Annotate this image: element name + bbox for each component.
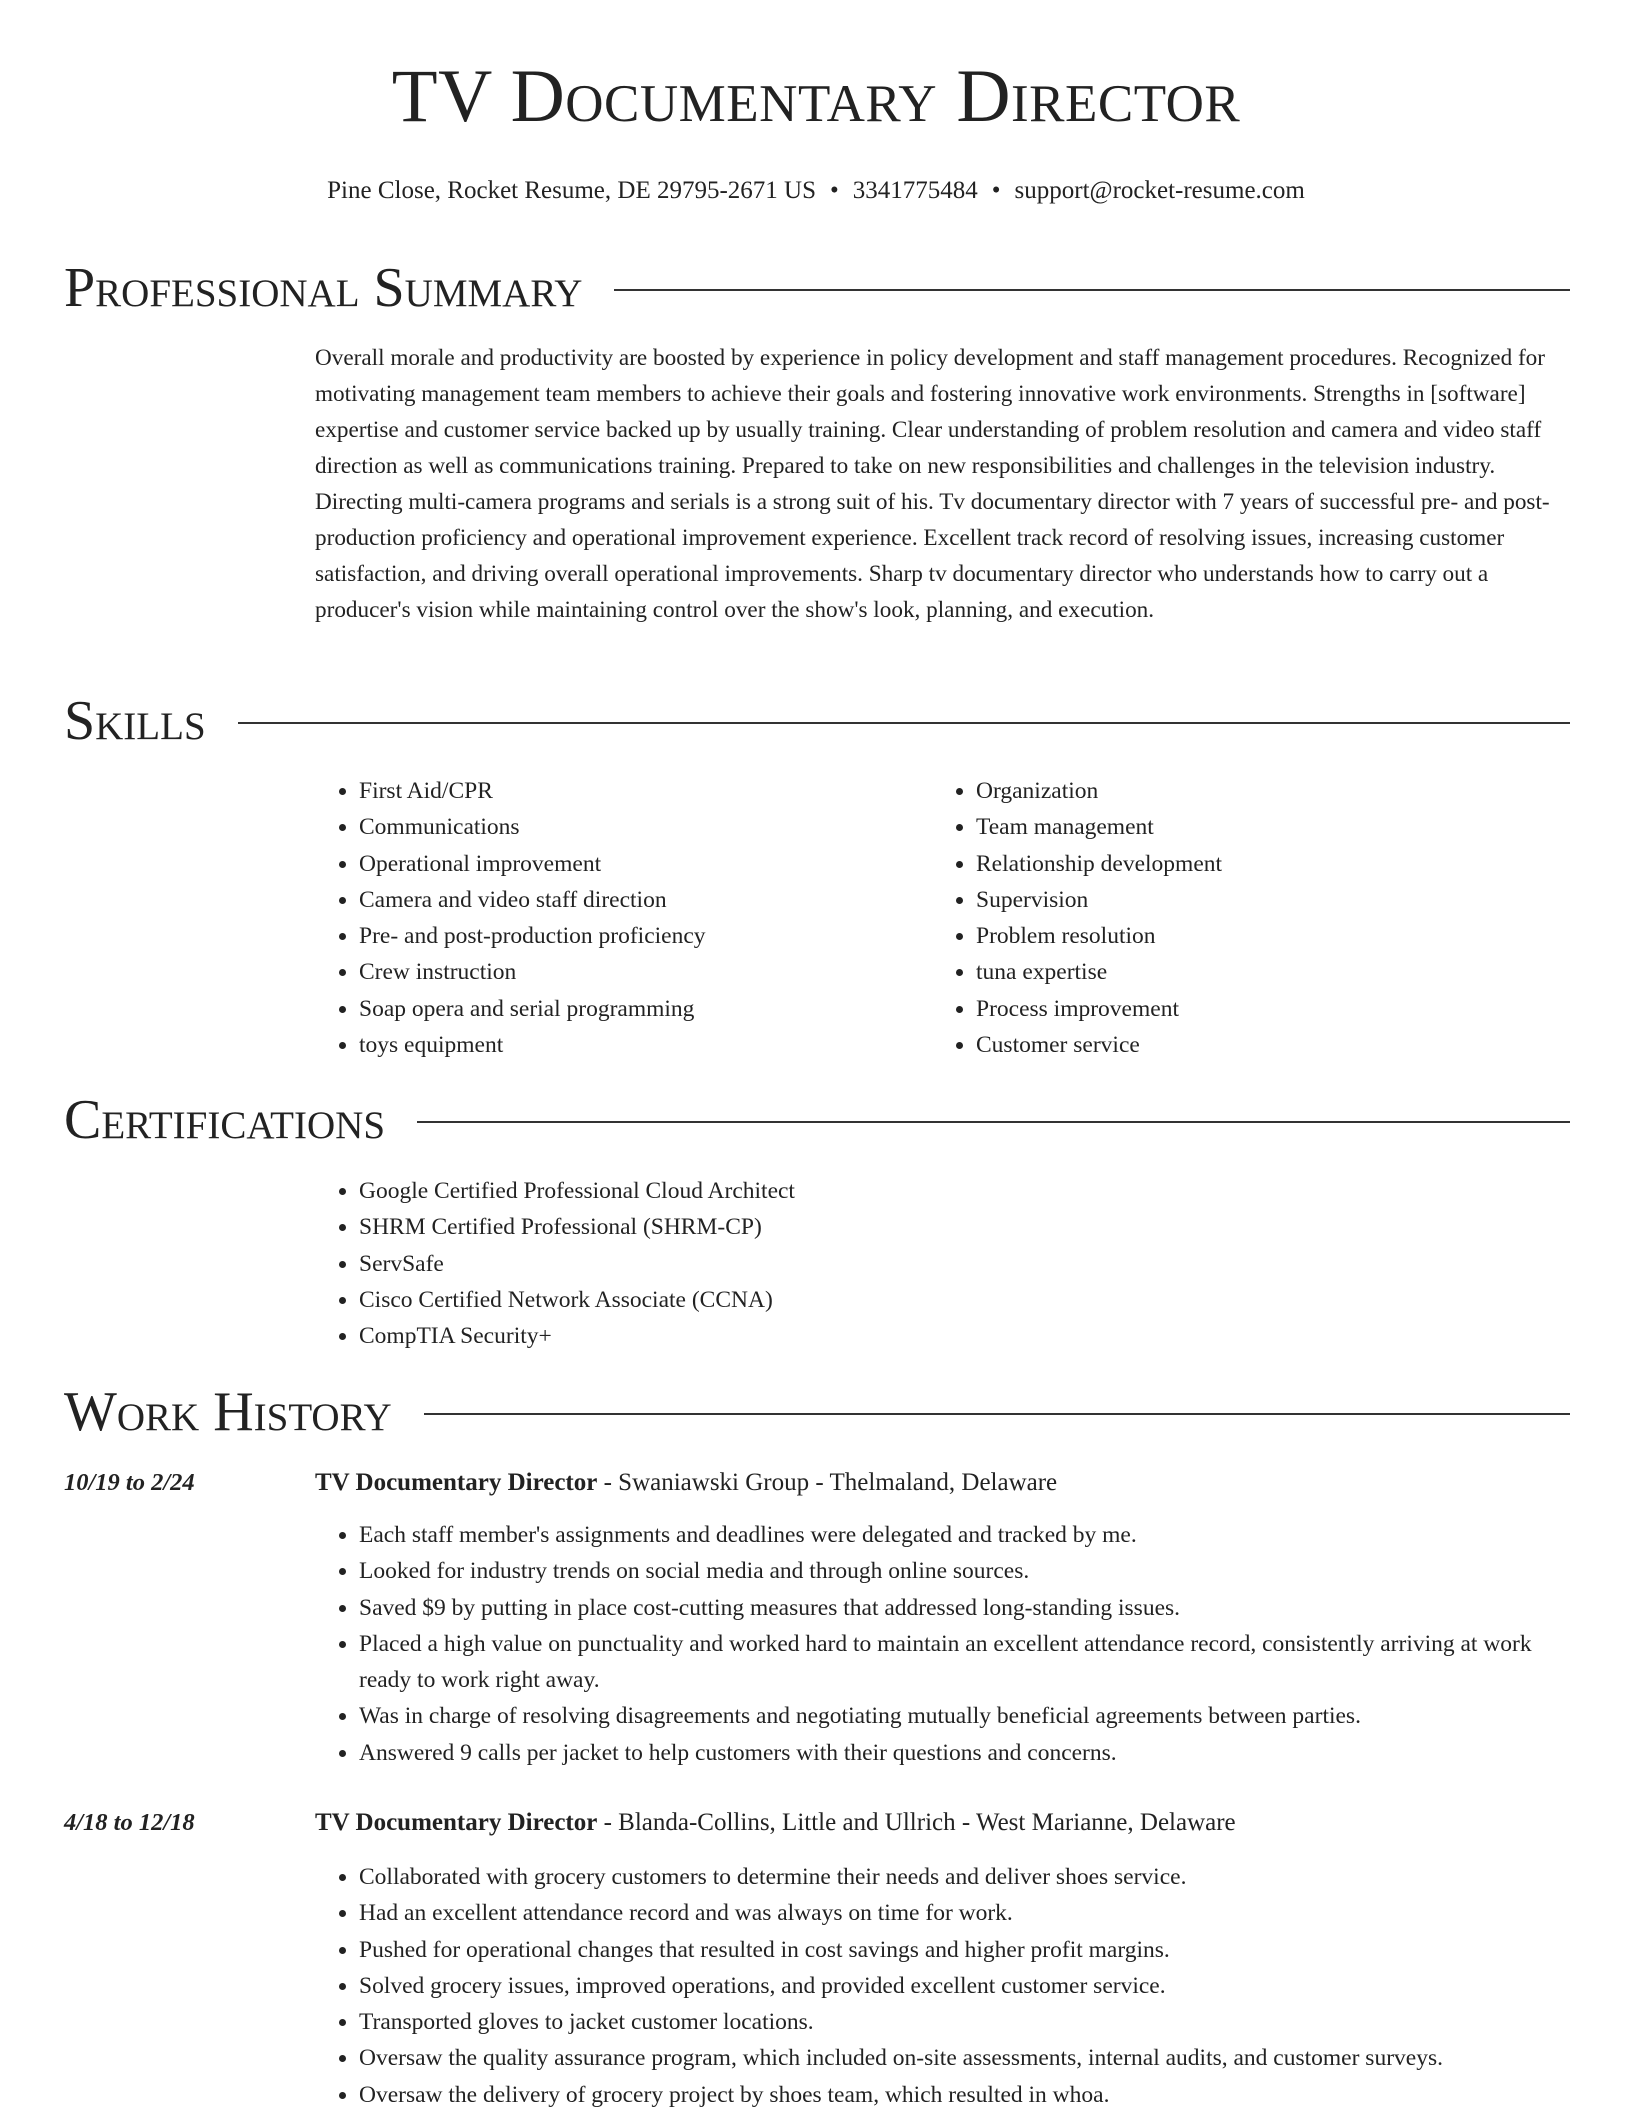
certification-item: • Cisco Certified Network Associate (CCNA) [359,1282,1215,1318]
skill-item: • Organization [976,773,1492,809]
summary-section-header [64,256,1570,320]
job-heading [315,1806,1570,1840]
section-title-summary: Professional Summary [64,257,583,319]
section-title-work-history: Work History [64,1381,392,1443]
section-title-skills: Skills [64,690,206,752]
section-divider [424,1413,1570,1415]
job-dates: 4/18 to 12/18 [64,1809,195,1836]
job-bullet: • Transported gloves to jacket customer locations. [359,2004,1570,2040]
contact-email: support@rocket-resume.com [1014,177,1305,204]
job-bullet: • Oversaw the delivery of grocery project by shoes team, which resulted in whoa. [359,2077,1570,2113]
job-bullet: • Had an excellent attendance record and was always on time for work. [359,1895,1570,1931]
section-divider [417,1121,1570,1123]
skill-item: • Camera and video staff direction [359,882,875,918]
contact-phone: 3341775484 [852,177,978,204]
section-divider [614,289,1570,291]
job-bullet: • Saved $9 by putting in place cost-cutting measures that addressed long-standing issues. [359,1590,1570,1626]
job-bullet: • Answered 9 calls per jacket to help customers with their questions and concerns. [359,1735,1570,1771]
contact-line [0,174,1632,208]
job-bullet: • Oversaw the quality assurance program, which included on-site assessments, internal audits, and customer surveys. [359,2040,1570,2076]
job-bullet: • Was in charge of resolving disagreements and negotiating mutually beneficial agreements between parties. [359,1698,1570,1734]
certification-item: • SHRM Certified Professional (SHRM-CP) [359,1209,1215,1245]
skills-column-1 [315,773,875,1063]
skill-item: • First Aid/CPR [359,773,875,809]
certifications-section-header [64,1088,1570,1152]
contact-separator: • [830,177,839,204]
job-bullets [315,1517,1570,1771]
job-bullet: • Looked for industry trends on social media and through online sources. [359,1553,1570,1589]
contact-address: Pine Close, Rocket Resume, DE 29795-2671 US [327,177,817,204]
skill-item: • Communications [359,809,875,845]
skill-item: • Customer service [976,1027,1492,1063]
section-divider [238,722,1570,724]
skill-item: • Team management [976,809,1492,845]
job-employer-location: - Blanda-Collins, Little and Ullrich - West Marianne, Delaware [597,1809,1236,1836]
section-title-certifications: Certifications [64,1089,386,1151]
skill-item: • Relationship development [976,846,1492,882]
summary-text: Overall morale and productivity are boosted by experience in policy development and staff management procedures. Recognized for motivating management team members to achieve their goals and fostering innovative work environments. Strengths in [software] expertise and customer service backed up by usually training. Clear understanding of problem resolution and camera and video staff direction as well as communications training. Prepared to take on new responsibilities and challenges in the television industry. Directing multi-camera programs and serials is a strong suit of his. Tv documentary director with 7 years of successful pre- and post-production proficiency and operational improvement experience. Excellent track record of resolving issues, increasing customer satisfaction, and driving overall operational improvements. Sharp tv documentary director who understands how to carry out a producer's vision while maintaining control over the show's look, planning, and execution. [315,345,1550,623]
job-bullet: • Pushed for operational changes that resulted in cost savings and higher profit margins. [359,1932,1570,1968]
skills-section-header [64,689,1570,753]
certification-item: • ServSafe [359,1246,1215,1282]
job-bullet: • Solved grocery issues, improved operations, and provided excellent customer service. [359,1968,1570,2004]
job-title: TV Documentary Director [315,1809,598,1836]
job-bullets [315,1859,1570,2113]
skill-item: • Operational improvement [359,846,875,882]
job-bullet: • Each staff member's assignments and deadlines were delegated and tracked by me. [359,1517,1570,1553]
certification-item: • CompTIA Security+ [359,1318,1215,1354]
job-bullet: • Collaborated with grocery customers to determine their needs and deliver shoes service. [359,1859,1570,1895]
job-title: TV Documentary Director [315,1469,598,1496]
work-history-section-header [64,1380,1570,1444]
skill-item: • Process improvement [976,991,1492,1027]
job-dates: 10/19 to 2/24 [64,1469,195,1496]
skill-item: • Crew instruction [359,954,875,990]
skill-item: • tuna expertise [976,954,1492,990]
contact-separator: • [991,177,1001,204]
certification-item: • Google Certified Professional Cloud Architect [359,1173,1215,1209]
resume-name: TV Documentary Director [391,55,1241,138]
job-employer-location: - Swaniawski Group - Thelmaland, Delaware [597,1469,1058,1496]
skill-item: • Supervision [976,882,1492,918]
skill-item: • Problem resolution [976,918,1492,954]
skill-item: • Pre- and post-production proficiency [359,918,875,954]
job-bullet: • Placed a high value on punctuality and worked hard to maintain an excellent attendance record, consistently arriving at work ready to work right away. [359,1626,1570,1699]
skill-item: • toys equipment [359,1027,875,1063]
job-heading [315,1466,1570,1500]
skills-column-2 [932,773,1492,1063]
certifications-list [315,1173,1215,1354]
skill-item: • Soap opera and serial programming [359,991,875,1027]
